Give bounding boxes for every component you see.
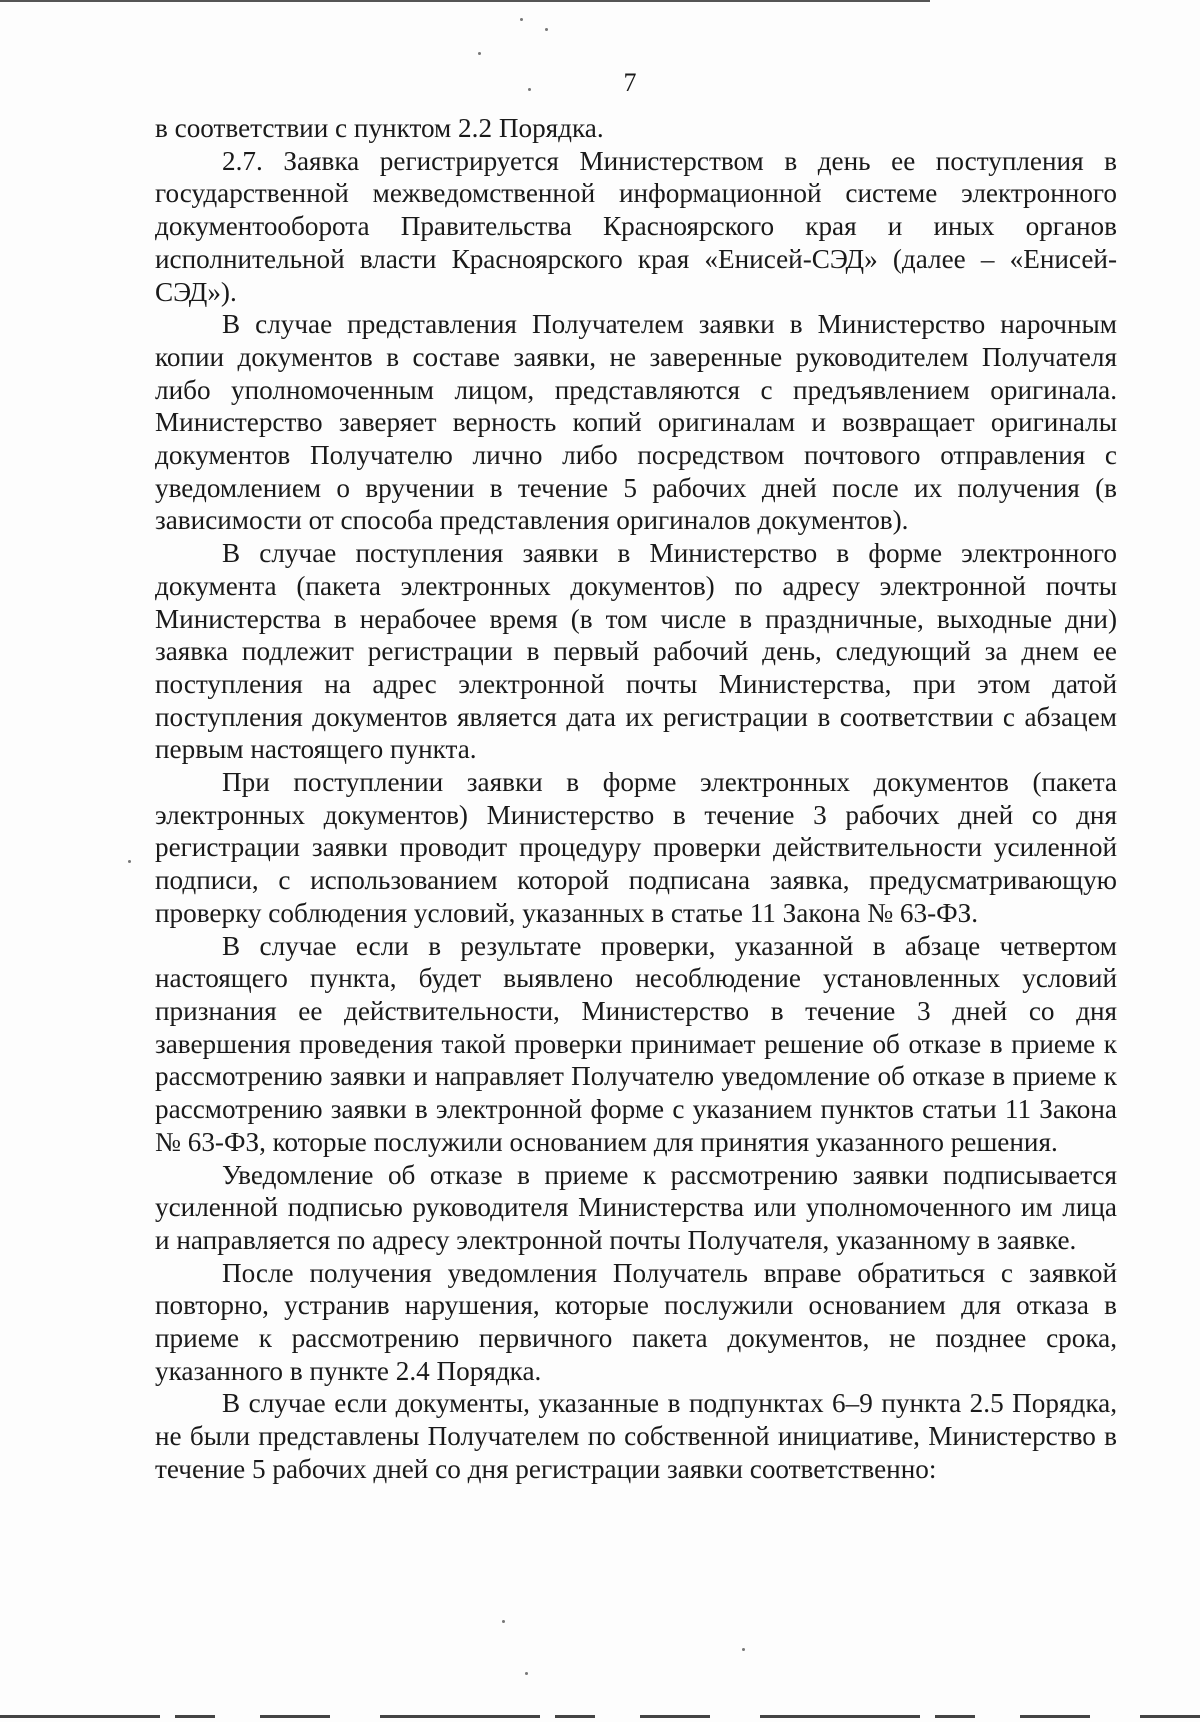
paragraph-check-failure: В случае если в результате проверки, указанной в абзаце четвертом настоящего пункта, будет выявлено несоблюдение установленных условий признания ее действительности, Министерство в течение 3 дней со дня завершения проведения такой проверки принимает решение об отказе в приеме к рассмотрению заявки и направляет Получателю уведомление об отказе в приеме к рассмотрению заявки в электронной форме с указанием пунктов статьи 11 Закона № 63-ФЗ, которые послужили основанием для принятия указанного решения.: [155, 930, 1117, 1157]
scan-speck: [128, 860, 131, 863]
paragraph-missing-documents: В случае если документы, указанные в подпунктах 6–9 пункта 2.5 Порядка, не были представлены Получателем по собственной инициативе, Министерство в течение 5 рабочих дней со дня регистрации заявки соответственно:: [155, 1388, 1117, 1484]
document-body: [155, 112, 1117, 1486]
paragraph-hand-delivery: В случае представления Получателем заявки в Министерство нарочным копии документов в составе заявки, не заверенные руководителем Получателя либо уполномоченным лицом, представляются с предъявлением оригинала. Министерство заверяет верность копий оригиналам и возвращает оригиналы документов Получателю лично либо посредством почтового отправления с уведомлением о вручении в течение 5 рабочих дней после их получения (в зависимости от способа представления оригиналов документов).: [155, 309, 1117, 536]
scan-speck: [528, 88, 531, 91]
page-number: 7: [623, 68, 637, 97]
scan-speck: [502, 1620, 505, 1623]
paragraph-continuation: в соответствии с пунктом 2.2 Порядка.: [155, 113, 604, 143]
scan-speck: [742, 1648, 745, 1651]
scan-speck: [478, 52, 481, 55]
paragraph-refusal-notice: Уведомление об отказе в приеме к рассмотрению заявки подписывается усиленной подписью руководителя Министерства или уполномоченного им лица и направляется по адресу электронной почты Получателя, указанному в заявке.: [155, 1159, 1117, 1255]
paragraph-email-nonworking: В случае поступления заявки в Министерство в форме электронного документа (пакета электронных документов) по адресу электронной почты Министерства в нерабочее время (в том числе в праздничные, выходные дни) заявка подлежит регистрации в первый рабочий день, следующий за днем ее поступления на адрес электронной почты Министерства, при этом датой поступления документов является дата их регистрации в соответствии с абзацем первым настоящего пункта.: [155, 538, 1117, 765]
paragraph-2-7: 2.7. Заявка регистрируется Министерством в день ее поступления в государственной межведомственной информационной системе электронного документооборота Правительства Красноярского края и иных органов исполнительной власти Красноярского края «Енисей-СЭД» (далее – «Енисей-СЭД»).: [155, 145, 1117, 307]
scan-edge-bottom: [0, 1715, 1200, 1718]
paragraph-signature-check: При поступлении заявки в форме электронных документов (пакета электронных документов) Министерство в течение 3 рабочих дней со дня регистрации заявки проводит процедуру проверки действительности усиленной подписи, с использованием которой подписана заявка, предусматривающую проверку соблюдения условий, указанных в статье 11 Закона № 63-ФЗ.: [155, 767, 1117, 928]
scan-speck: [545, 28, 548, 31]
paragraph-resubmission: После получения уведомления Получатель вправе обратиться с заявкой повторно, устранив нарушения, которые послужили основанием для отказа в приеме к рассмотрению первичного пакета документов, не позднее срока, указанного в пункте 2.4 Порядка.: [155, 1257, 1117, 1386]
scan-speck: [525, 1672, 528, 1675]
scan-edge-top: [0, 0, 930, 2]
scan-speck: [520, 18, 523, 21]
